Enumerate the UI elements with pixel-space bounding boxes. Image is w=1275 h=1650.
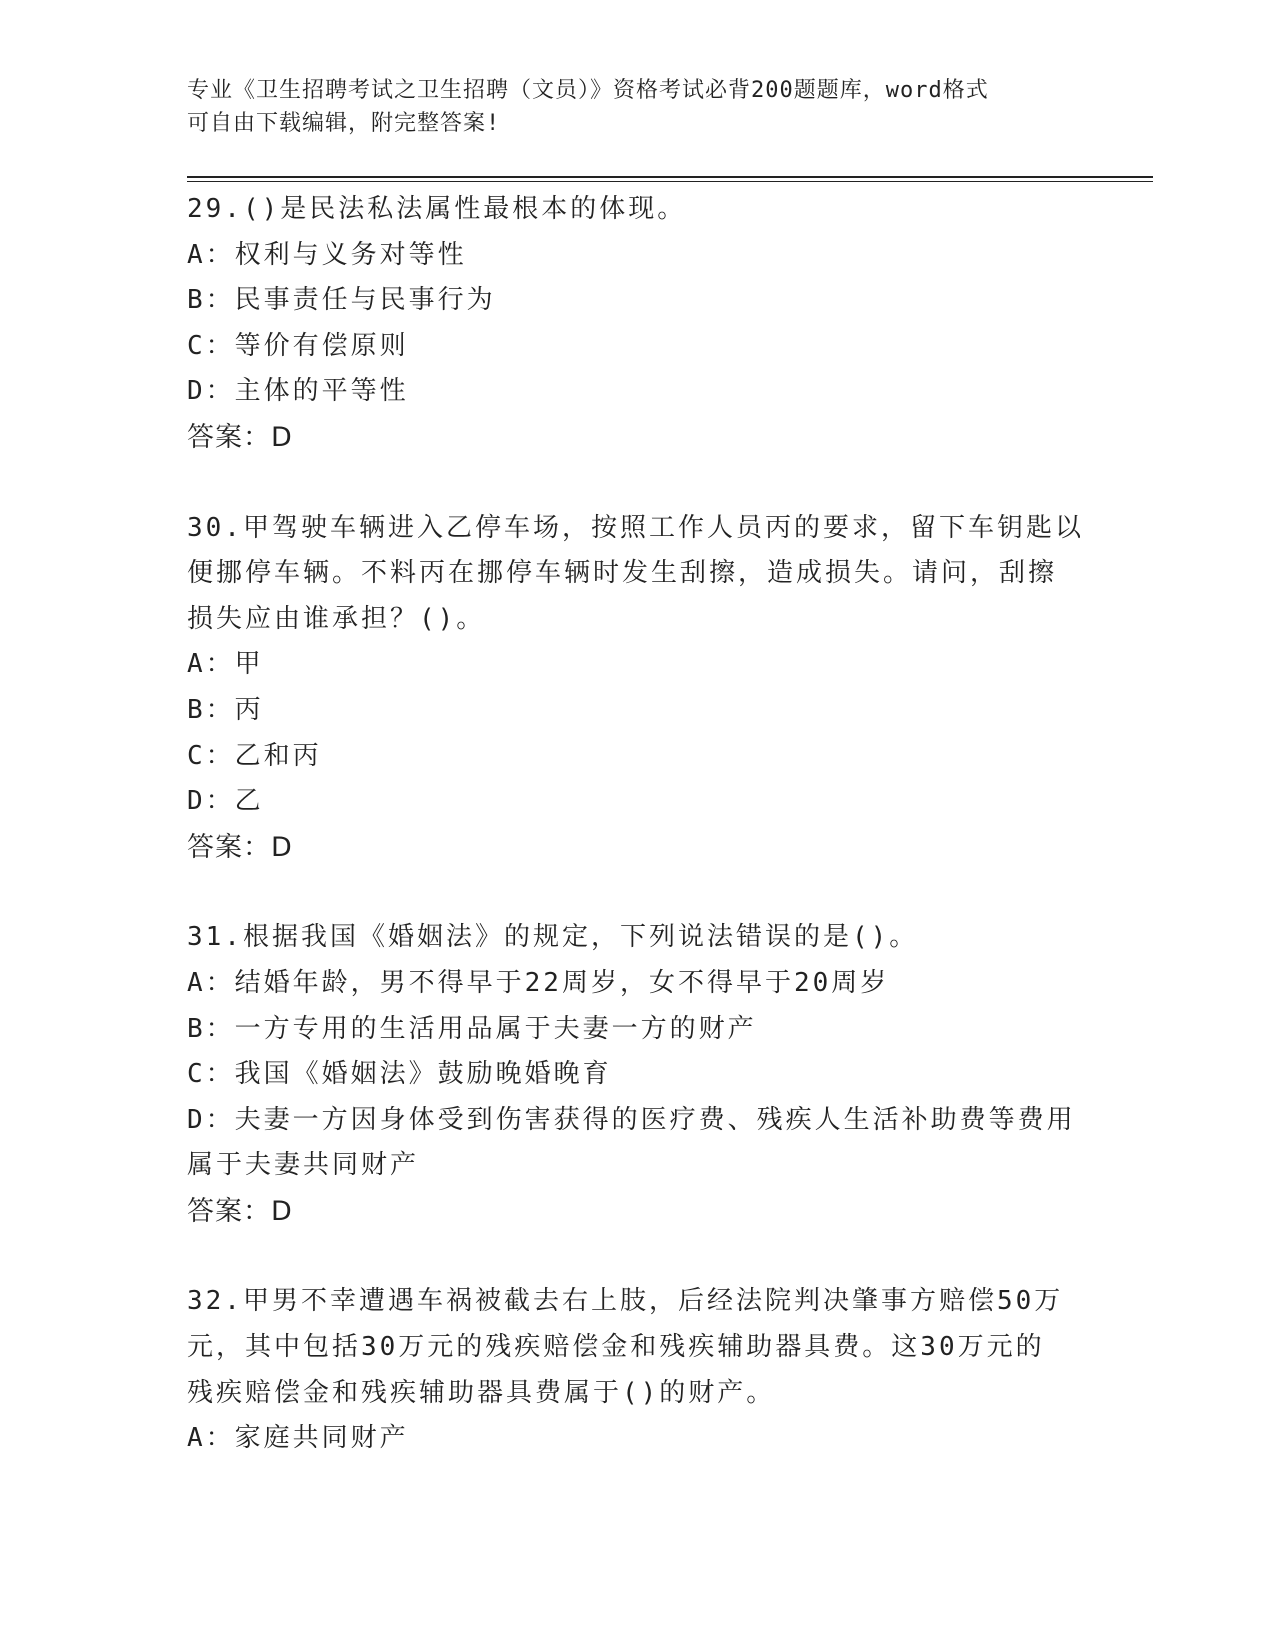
question-stem-line: 残疾赔偿金和残疾辅助器具费属于()的财产。 <box>187 1377 776 1408</box>
answer-line: 答案：D <box>187 1195 293 1227</box>
option-line: A：家庭共同财产 <box>187 1423 409 1454</box>
option-line: D：夫妻一方因身体受到伤害获得的医疗费、残疾人生活补助费等费用 <box>187 1104 1076 1135</box>
option-line: D：乙 <box>187 786 264 817</box>
question-block <box>187 506 1087 871</box>
option-line: C：我国《婚姻法》鼓励晚婚晚育 <box>187 1059 612 1090</box>
option-line: 属于夫妻共同财产 <box>187 1150 420 1181</box>
question-stem-line: 29.()是民法私法属性最根本的体现。 <box>187 194 687 224</box>
header-divider-thick <box>187 176 1153 178</box>
question-stem-line: 30.甲驾驶车辆进入乙停车场，按照工作人员丙的要求，留下车钥匙以 <box>187 512 1084 543</box>
option-line: C：等价有偿原则 <box>187 330 409 361</box>
option-line: D：主体的平等性 <box>187 376 409 407</box>
question-list <box>187 187 1087 1507</box>
question-block <box>187 1279 1087 1461</box>
answer-line: 答案：D <box>187 421 293 453</box>
option-line: A：权利与义务对等性 <box>187 239 467 270</box>
option-line: A：甲 <box>187 649 264 680</box>
document-header <box>187 74 1067 140</box>
question-block <box>187 187 1087 461</box>
question-stem-line: 元，其中包括30万元的残疾赔偿金和残疾辅助器具费。这30万元的 <box>187 1332 1045 1363</box>
question-stem-line: 便挪停车辆。不料丙在挪停车辆时发生刮擦，造成损失。请问，刮擦 <box>187 558 1058 589</box>
header-divider-thin <box>187 181 1153 182</box>
option-line: B：丙 <box>187 694 264 725</box>
option-line: A：结婚年龄，男不得早于22周岁，女不得早于20周岁 <box>187 967 890 998</box>
answer-line: 答案：D <box>187 831 293 863</box>
option-line: B：一方专用的生活用品属于夫妻一方的财产 <box>187 1013 757 1044</box>
question-block <box>187 915 1087 1234</box>
header-line-2: 可自由下载编辑，附完整答案! <box>187 111 501 136</box>
option-line: B：民事责任与民事行为 <box>187 285 496 316</box>
header-line-1: 专业《卫生招聘考试之卫生招聘（文员）》资格考试必背200题题库，word格式 <box>187 78 989 103</box>
question-stem-line: 31.根据我国《婚姻法》的规定，下列说法错误的是()。 <box>187 922 919 953</box>
option-line: C：乙和丙 <box>187 740 322 771</box>
question-stem-line: 32.甲男不幸遭遇车祸被截去右上肢，后经法院判决肇事方赔偿50万 <box>187 1286 1064 1317</box>
question-stem-line: 损失应由谁承担？()。 <box>187 603 486 634</box>
